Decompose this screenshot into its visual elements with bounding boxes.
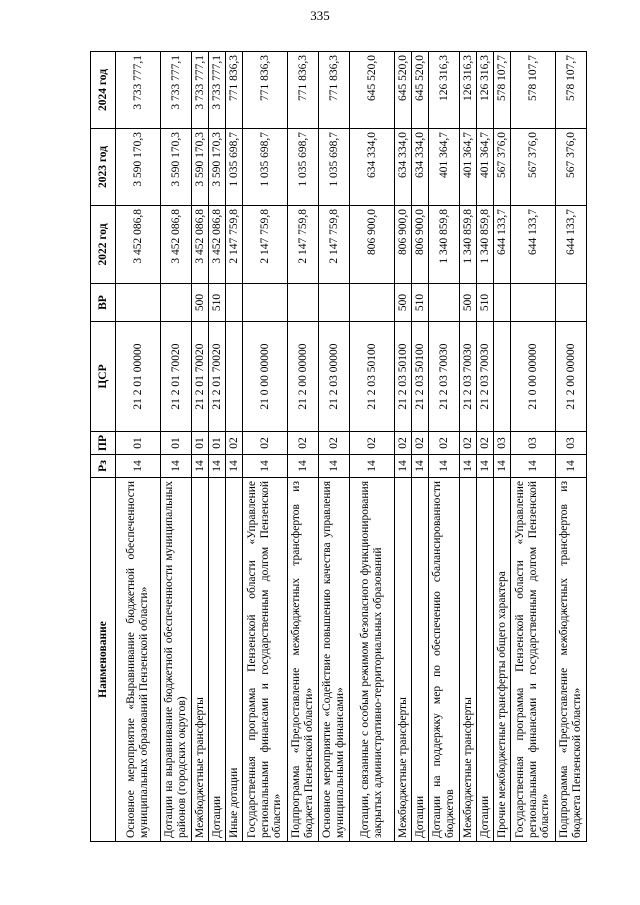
cell-csr: 21 2 01 70020	[161, 322, 192, 432]
cell-2024: 126 316,3	[460, 52, 477, 129]
cell-2022: 806 900,0	[412, 206, 429, 284]
table-row	[319, 52, 350, 842]
cell-2023: 567 376,0	[494, 129, 511, 206]
cell-pr: 02	[350, 432, 395, 455]
cell-2022: 644 133,7	[494, 206, 511, 284]
cell-2024: 771 836,3	[243, 52, 288, 129]
cell-vr	[494, 284, 511, 322]
cell-2022: 1 340 859,8	[477, 206, 494, 284]
cell-pr: 01	[161, 432, 192, 455]
cell-name: Дотации	[209, 478, 226, 842]
cell-vr	[243, 284, 288, 322]
cell-2022: 3 452 086,8	[209, 206, 226, 284]
cell-2023: 567 376,0	[556, 129, 587, 206]
cell-2023: 1 035 698,7	[243, 129, 288, 206]
cell-2024: 126 316,3	[429, 52, 460, 129]
cell-2024: 578 107,7	[494, 52, 511, 129]
table-row	[429, 52, 460, 842]
cell-rz: 14	[395, 455, 412, 478]
cell-pr: 02	[477, 432, 494, 455]
cell-rz: 14	[460, 455, 477, 478]
cell-csr: 21 2 03 50100	[412, 322, 429, 432]
cell-pr: 01	[192, 432, 209, 455]
table-row	[161, 52, 192, 842]
cell-2024: 3 733 777,1	[192, 52, 209, 129]
cell-name: Дотации на выравнивание бюджетной обеспеченности муниципальных районов (городских округов)	[161, 478, 192, 842]
cell-pr: 02	[288, 432, 319, 455]
table-header-row	[91, 52, 116, 842]
cell-rz: 14	[288, 455, 319, 478]
cell-2023: 634 334,0	[412, 129, 429, 206]
cell-vr	[511, 284, 556, 322]
cell-pr: 02	[429, 432, 460, 455]
cell-name: Иные дотации	[226, 478, 243, 842]
cell-vr: 500	[460, 284, 477, 322]
cell-csr: 21 2 00 00000	[556, 322, 587, 432]
table-row	[209, 52, 226, 842]
cell-csr	[494, 322, 511, 432]
cell-pr: 02	[412, 432, 429, 455]
cell-rz: 14	[161, 455, 192, 478]
cell-name: Дотации	[477, 478, 494, 842]
cell-pr: 03	[556, 432, 587, 455]
cell-2022: 1 340 859,8	[429, 206, 460, 284]
cell-name: Государственная программа Пензенской области «Управление региональными финансами и государственным долгом Пензенской области»	[243, 478, 288, 842]
cell-2024: 578 107,7	[511, 52, 556, 129]
cell-2024: 3 733 777,1	[209, 52, 226, 129]
cell-2022: 644 133,7	[556, 206, 587, 284]
cell-rz: 14	[477, 455, 494, 478]
cell-rz: 14	[350, 455, 395, 478]
cell-csr: 21 2 03 70030	[429, 322, 460, 432]
cell-rz: 14	[192, 455, 209, 478]
cell-2024: 126 316,3	[477, 52, 494, 129]
col-header-rz: Рз	[91, 455, 116, 478]
cell-rz: 14	[319, 455, 350, 478]
cell-2023: 401 364,7	[460, 129, 477, 206]
col-header-2023: 2023 год	[91, 129, 116, 206]
col-header-vr: ВР	[91, 284, 116, 322]
cell-csr: 21 2 01 70020	[209, 322, 226, 432]
cell-rz: 14	[494, 455, 511, 478]
cell-name: Дотации	[412, 478, 429, 842]
table-row	[350, 52, 395, 842]
cell-2023: 3 590 170,3	[161, 129, 192, 206]
cell-rz: 14	[116, 455, 161, 478]
table-row	[288, 52, 319, 842]
table-row	[460, 52, 477, 842]
cell-2022: 3 452 086,8	[116, 206, 161, 284]
cell-csr: 21 2 00 00000	[288, 322, 319, 432]
cell-2023: 634 334,0	[350, 129, 395, 206]
cell-name: Межбюджетные трансферты	[192, 478, 209, 842]
cell-pr: 01	[116, 432, 161, 455]
cell-vr	[319, 284, 350, 322]
rotated-table-wrapper	[90, 52, 583, 842]
cell-rz: 14	[556, 455, 587, 478]
cell-2023: 3 590 170,3	[192, 129, 209, 206]
cell-vr	[161, 284, 192, 322]
cell-name: Межбюджетные трансферты	[460, 478, 477, 842]
cell-2024: 3 733 777,1	[116, 52, 161, 129]
table-row	[192, 52, 209, 842]
cell-2023: 3 590 170,3	[209, 129, 226, 206]
cell-2024: 645 520,0	[395, 52, 412, 129]
cell-vr: 510	[477, 284, 494, 322]
cell-2022: 2 147 759,8	[319, 206, 350, 284]
table-row	[412, 52, 429, 842]
cell-vr: 500	[192, 284, 209, 322]
cell-pr: 02	[243, 432, 288, 455]
cell-csr	[226, 322, 243, 432]
cell-csr: 21 2 03 50100	[350, 322, 395, 432]
cell-csr: 21 2 01 70020	[192, 322, 209, 432]
cell-2023: 634 334,0	[395, 129, 412, 206]
cell-2022: 3 452 086,8	[192, 206, 209, 284]
cell-rz: 14	[429, 455, 460, 478]
cell-2024: 645 520,0	[350, 52, 395, 129]
cell-vr: 500	[395, 284, 412, 322]
cell-2022: 3 452 086,8	[161, 206, 192, 284]
cell-vr: 510	[209, 284, 226, 322]
col-header-2024: 2024 год	[91, 52, 116, 129]
cell-pr: 02	[395, 432, 412, 455]
cell-rz: 14	[226, 455, 243, 478]
cell-vr	[429, 284, 460, 322]
cell-2022: 1 340 859,8	[460, 206, 477, 284]
cell-rz: 14	[412, 455, 429, 478]
cell-2023: 567 376,0	[511, 129, 556, 206]
cell-vr	[226, 284, 243, 322]
cell-2024: 578 107,7	[556, 52, 587, 129]
cell-csr: 21 0 00 00000	[243, 322, 288, 432]
col-header-2022: 2022 год	[91, 206, 116, 284]
cell-2022: 806 900,0	[350, 206, 395, 284]
cell-name: Прочие межбюджетные трансферты общего характера	[494, 478, 511, 842]
table-row	[116, 52, 161, 842]
cell-name: Основное мероприятие «Выравнивание бюджетной обеспеченности муниципальных образований Пензенской области»	[116, 478, 161, 842]
cell-name: Подпрограмма «Предоставление межбюджетных трансфертов из бюджета Пензенской области»	[556, 478, 587, 842]
table-row	[511, 52, 556, 842]
cell-2023: 1 035 698,7	[319, 129, 350, 206]
cell-csr: 21 2 01 00000	[116, 322, 161, 432]
cell-pr: 02	[460, 432, 477, 455]
budget-table	[90, 51, 587, 842]
col-header-pr: ПР	[91, 432, 116, 455]
col-header-csr: ЦСР	[91, 322, 116, 432]
page-number: 335	[310, 8, 330, 23]
cell-2023: 401 364,7	[477, 129, 494, 206]
cell-name: Основное мероприятие «Содействие повышению качества управления муниципальными финансами»	[319, 478, 350, 842]
cell-name: Подпрограмма «Предоставление межбюджетных трансфертов из бюджета Пензенской области»	[288, 478, 319, 842]
table-row	[243, 52, 288, 842]
cell-rz: 14	[243, 455, 288, 478]
cell-2024: 3 733 777,1	[161, 52, 192, 129]
cell-2024: 645 520,0	[412, 52, 429, 129]
col-header-name: Наименование	[91, 478, 116, 842]
cell-name: Дотации на поддержку мер по обеспечению сбалансированности бюджетов	[429, 478, 460, 842]
cell-csr: 21 2 03 00000	[319, 322, 350, 432]
cell-csr: 21 2 03 70030	[477, 322, 494, 432]
cell-pr: 03	[494, 432, 511, 455]
table-row	[494, 52, 511, 842]
cell-vr	[288, 284, 319, 322]
cell-2022: 806 900,0	[395, 206, 412, 284]
table-row	[395, 52, 412, 842]
cell-pr: 02	[319, 432, 350, 455]
cell-csr: 21 2 03 50100	[395, 322, 412, 432]
table-row	[477, 52, 494, 842]
cell-pr: 02	[226, 432, 243, 455]
cell-2023: 3 590 170,3	[116, 129, 161, 206]
cell-csr: 21 2 03 70030	[460, 322, 477, 432]
cell-2022: 2 147 759,8	[288, 206, 319, 284]
cell-2022: 2 147 759,8	[243, 206, 288, 284]
cell-2022: 644 133,7	[511, 206, 556, 284]
cell-2024: 771 836,3	[319, 52, 350, 129]
cell-vr	[350, 284, 395, 322]
cell-2023: 401 364,7	[429, 129, 460, 206]
cell-vr	[556, 284, 587, 322]
cell-vr: 510	[412, 284, 429, 322]
cell-name: Межбюджетные трансферты	[395, 478, 412, 842]
cell-pr: 01	[209, 432, 226, 455]
cell-name: Государственная программа Пензенской области «Управление региональными финансами и государственным долгом Пензенской области»	[511, 478, 556, 842]
cell-name: Дотации, связанные с особым режимом безопасного функционирования закрытых административно-территориальных образований	[350, 478, 395, 842]
cell-2022: 2 147 759,8	[226, 206, 243, 284]
table-row	[556, 52, 587, 842]
cell-2024: 771 836,3	[226, 52, 243, 129]
cell-2024: 771 836,3	[288, 52, 319, 129]
cell-rz: 14	[209, 455, 226, 478]
table-row	[226, 52, 243, 842]
cell-vr	[116, 284, 161, 322]
cell-rz: 14	[511, 455, 556, 478]
cell-csr: 21 0 00 00000	[511, 322, 556, 432]
cell-2023: 1 035 698,7	[288, 129, 319, 206]
cell-pr: 03	[511, 432, 556, 455]
cell-2023: 1 035 698,7	[226, 129, 243, 206]
